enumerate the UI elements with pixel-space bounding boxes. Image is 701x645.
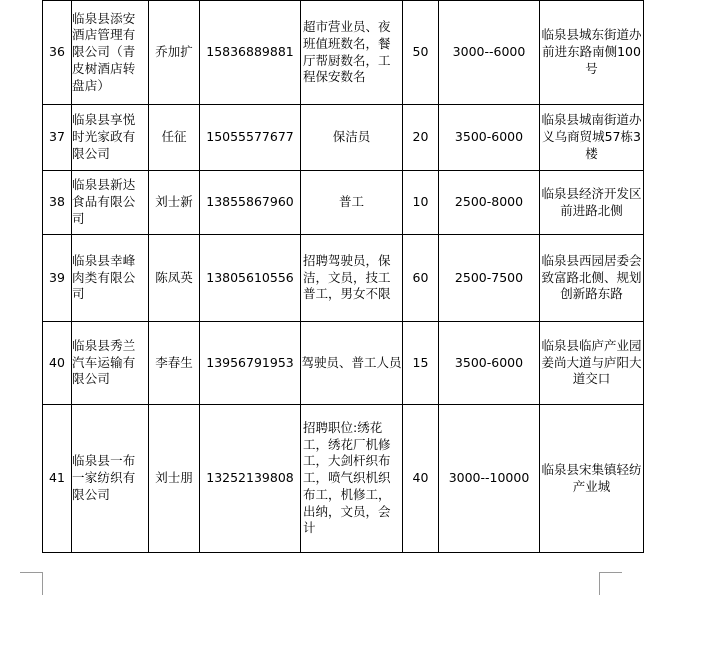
phone-number: 15836889881 [200, 1, 301, 105]
phone-number: 13855867960 [200, 171, 301, 235]
company-name: 临泉县一布一家纺织有限公司 [72, 405, 149, 553]
recruitment-table [42, 0, 644, 553]
company-address: 临泉县城南街道办义乌商贸城57栋3楼 [540, 105, 644, 171]
salary-range: 3000--6000 [439, 1, 540, 105]
table-row [43, 322, 644, 405]
company-address: 临泉县临庐产业园姜尚大道与庐阳大道交口 [540, 322, 644, 405]
contact-person: 刘士新 [149, 171, 200, 235]
page-corner-mark-right [599, 572, 622, 595]
row-number: 38 [43, 171, 72, 235]
job-positions: 普工 [301, 171, 403, 235]
company-address: 临泉县城东街道办前进东路南侧100号 [540, 1, 644, 105]
salary-range: 2500-8000 [439, 171, 540, 235]
hiring-count: 20 [403, 105, 439, 171]
job-positions: 招聘驾驶员，保洁，文员，技工普工，男女不限 [301, 235, 403, 322]
salary-range: 3500-6000 [439, 105, 540, 171]
hiring-count: 10 [403, 171, 439, 235]
company-name: 临泉县秀兰汽车运输有限公司 [72, 322, 149, 405]
table-row [43, 1, 644, 105]
phone-number: 15055577677 [200, 105, 301, 171]
salary-range: 3500-6000 [439, 322, 540, 405]
company-address: 临泉县宋集镇轻纺产业城 [540, 405, 644, 553]
job-positions: 保洁员 [301, 105, 403, 171]
hiring-count: 15 [403, 322, 439, 405]
job-positions: 超市营业员、夜班值班数名，餐厅帮厨数名，工程保安数名 [301, 1, 403, 105]
company-name: 临泉县幸峰肉类有限公司 [72, 235, 149, 322]
contact-person: 陈凤英 [149, 235, 200, 322]
phone-number: 13956791953 [200, 322, 301, 405]
company-name: 临泉县享悦时光家政有限公司 [72, 105, 149, 171]
row-number: 39 [43, 235, 72, 322]
job-positions: 招聘职位:绣花工，绣花厂机修工，大剑杆织布工，喷气织机织布工，机修工，出纳，文员，会计 [301, 405, 403, 553]
contact-person: 任征 [149, 105, 200, 171]
contact-person: 刘士朋 [149, 405, 200, 553]
table-row [43, 405, 644, 553]
phone-number: 13252139808 [200, 405, 301, 553]
job-positions: 驾驶员、普工人员 [301, 322, 403, 405]
hiring-count: 50 [403, 1, 439, 105]
contact-person: 李春生 [149, 322, 200, 405]
salary-range: 3000--10000 [439, 405, 540, 553]
table-row [43, 171, 644, 235]
hiring-count: 40 [403, 405, 439, 553]
salary-range: 2500-7500 [439, 235, 540, 322]
table-row [43, 105, 644, 171]
page-corner-mark-left [20, 572, 43, 595]
row-number: 37 [43, 105, 72, 171]
company-address: 临泉县经济开发区前进路北侧 [540, 171, 644, 235]
company-name: 临泉县新达食品有限公司 [72, 171, 149, 235]
company-address: 临泉县西园居委会致富路北侧、规划创新路东路 [540, 235, 644, 322]
row-number: 36 [43, 1, 72, 105]
company-name: 临泉县添安酒店管理有限公司（青皮树酒店转盘店） [72, 1, 149, 105]
phone-number: 13805610556 [200, 235, 301, 322]
hiring-count: 60 [403, 235, 439, 322]
contact-person: 乔加扩 [149, 1, 200, 105]
table-row [43, 235, 644, 322]
row-number: 40 [43, 322, 72, 405]
row-number: 41 [43, 405, 72, 553]
